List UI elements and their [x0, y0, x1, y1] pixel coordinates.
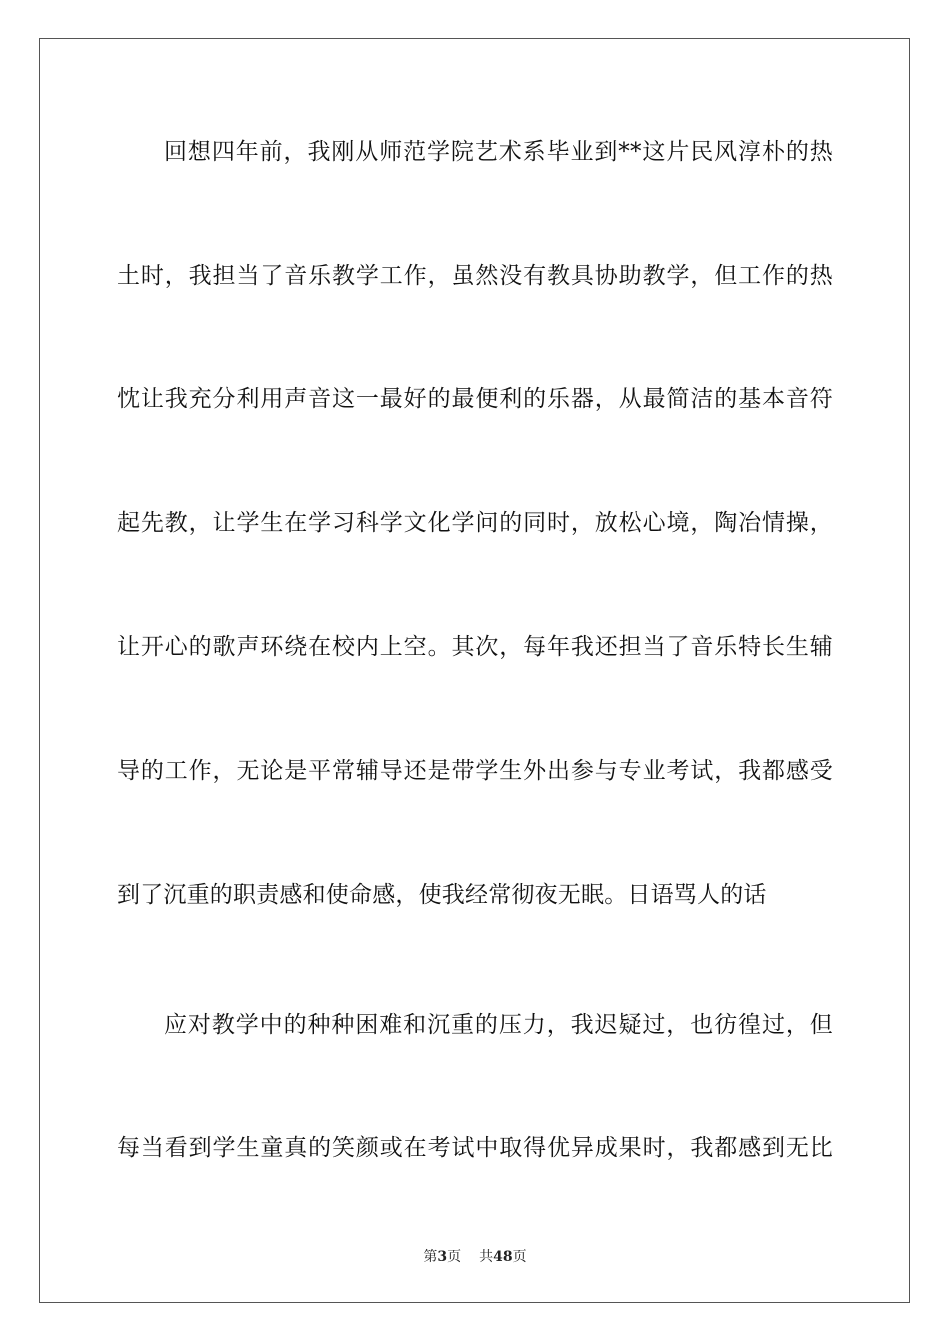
paragraph-2-line-1: 应对教学中的种种困难和沉重的压力，我迟疑过，也彷徨过，但: [164, 1012, 833, 1038]
paragraph-1-line-7: 到了沉重的职责感和使命感，使我经常彻夜无眠。日语骂人的话: [117, 882, 767, 908]
page-prefix: 第: [423, 1249, 438, 1265]
paragraph-1-line-3: 忱让我充分利用声音这一最好的最便利的乐器，从最简洁的基本音符: [117, 386, 833, 412]
page-footer: [0, 1248, 950, 1266]
paragraph-1-line-2: 土时，我担当了音乐教学工作，虽然没有教具协助教学，但工作的热: [117, 263, 833, 289]
total-suffix: 页: [512, 1249, 527, 1265]
paragraph-2-line-2: 每当看到学生童真的笑颜或在考试中取得优异成果时，我都感到无比: [117, 1135, 833, 1161]
paragraph-1-line-4: 起先教，让学生在学习科学文化学问的同时，放松心境，陶冶情操，: [117, 510, 833, 536]
total-pages: 48: [493, 1249, 513, 1265]
total-prefix: 共: [479, 1249, 494, 1265]
paragraph-1-line-6: 导的工作，无论是平常辅导还是带学生外出参与专业考试，我都感受: [117, 758, 833, 784]
page-number: 3: [437, 1249, 448, 1265]
paragraph-1-line-1: 回想四年前，我刚从师范学院艺术系毕业到**这片民风淳朴的热: [164, 139, 833, 165]
page-border: [39, 38, 910, 1303]
paragraph-1-line-5: 让开心的歌声环绕在校内上空。其次，每年我还担当了音乐特长生辅: [117, 634, 833, 660]
page-suffix: 页: [447, 1249, 462, 1265]
